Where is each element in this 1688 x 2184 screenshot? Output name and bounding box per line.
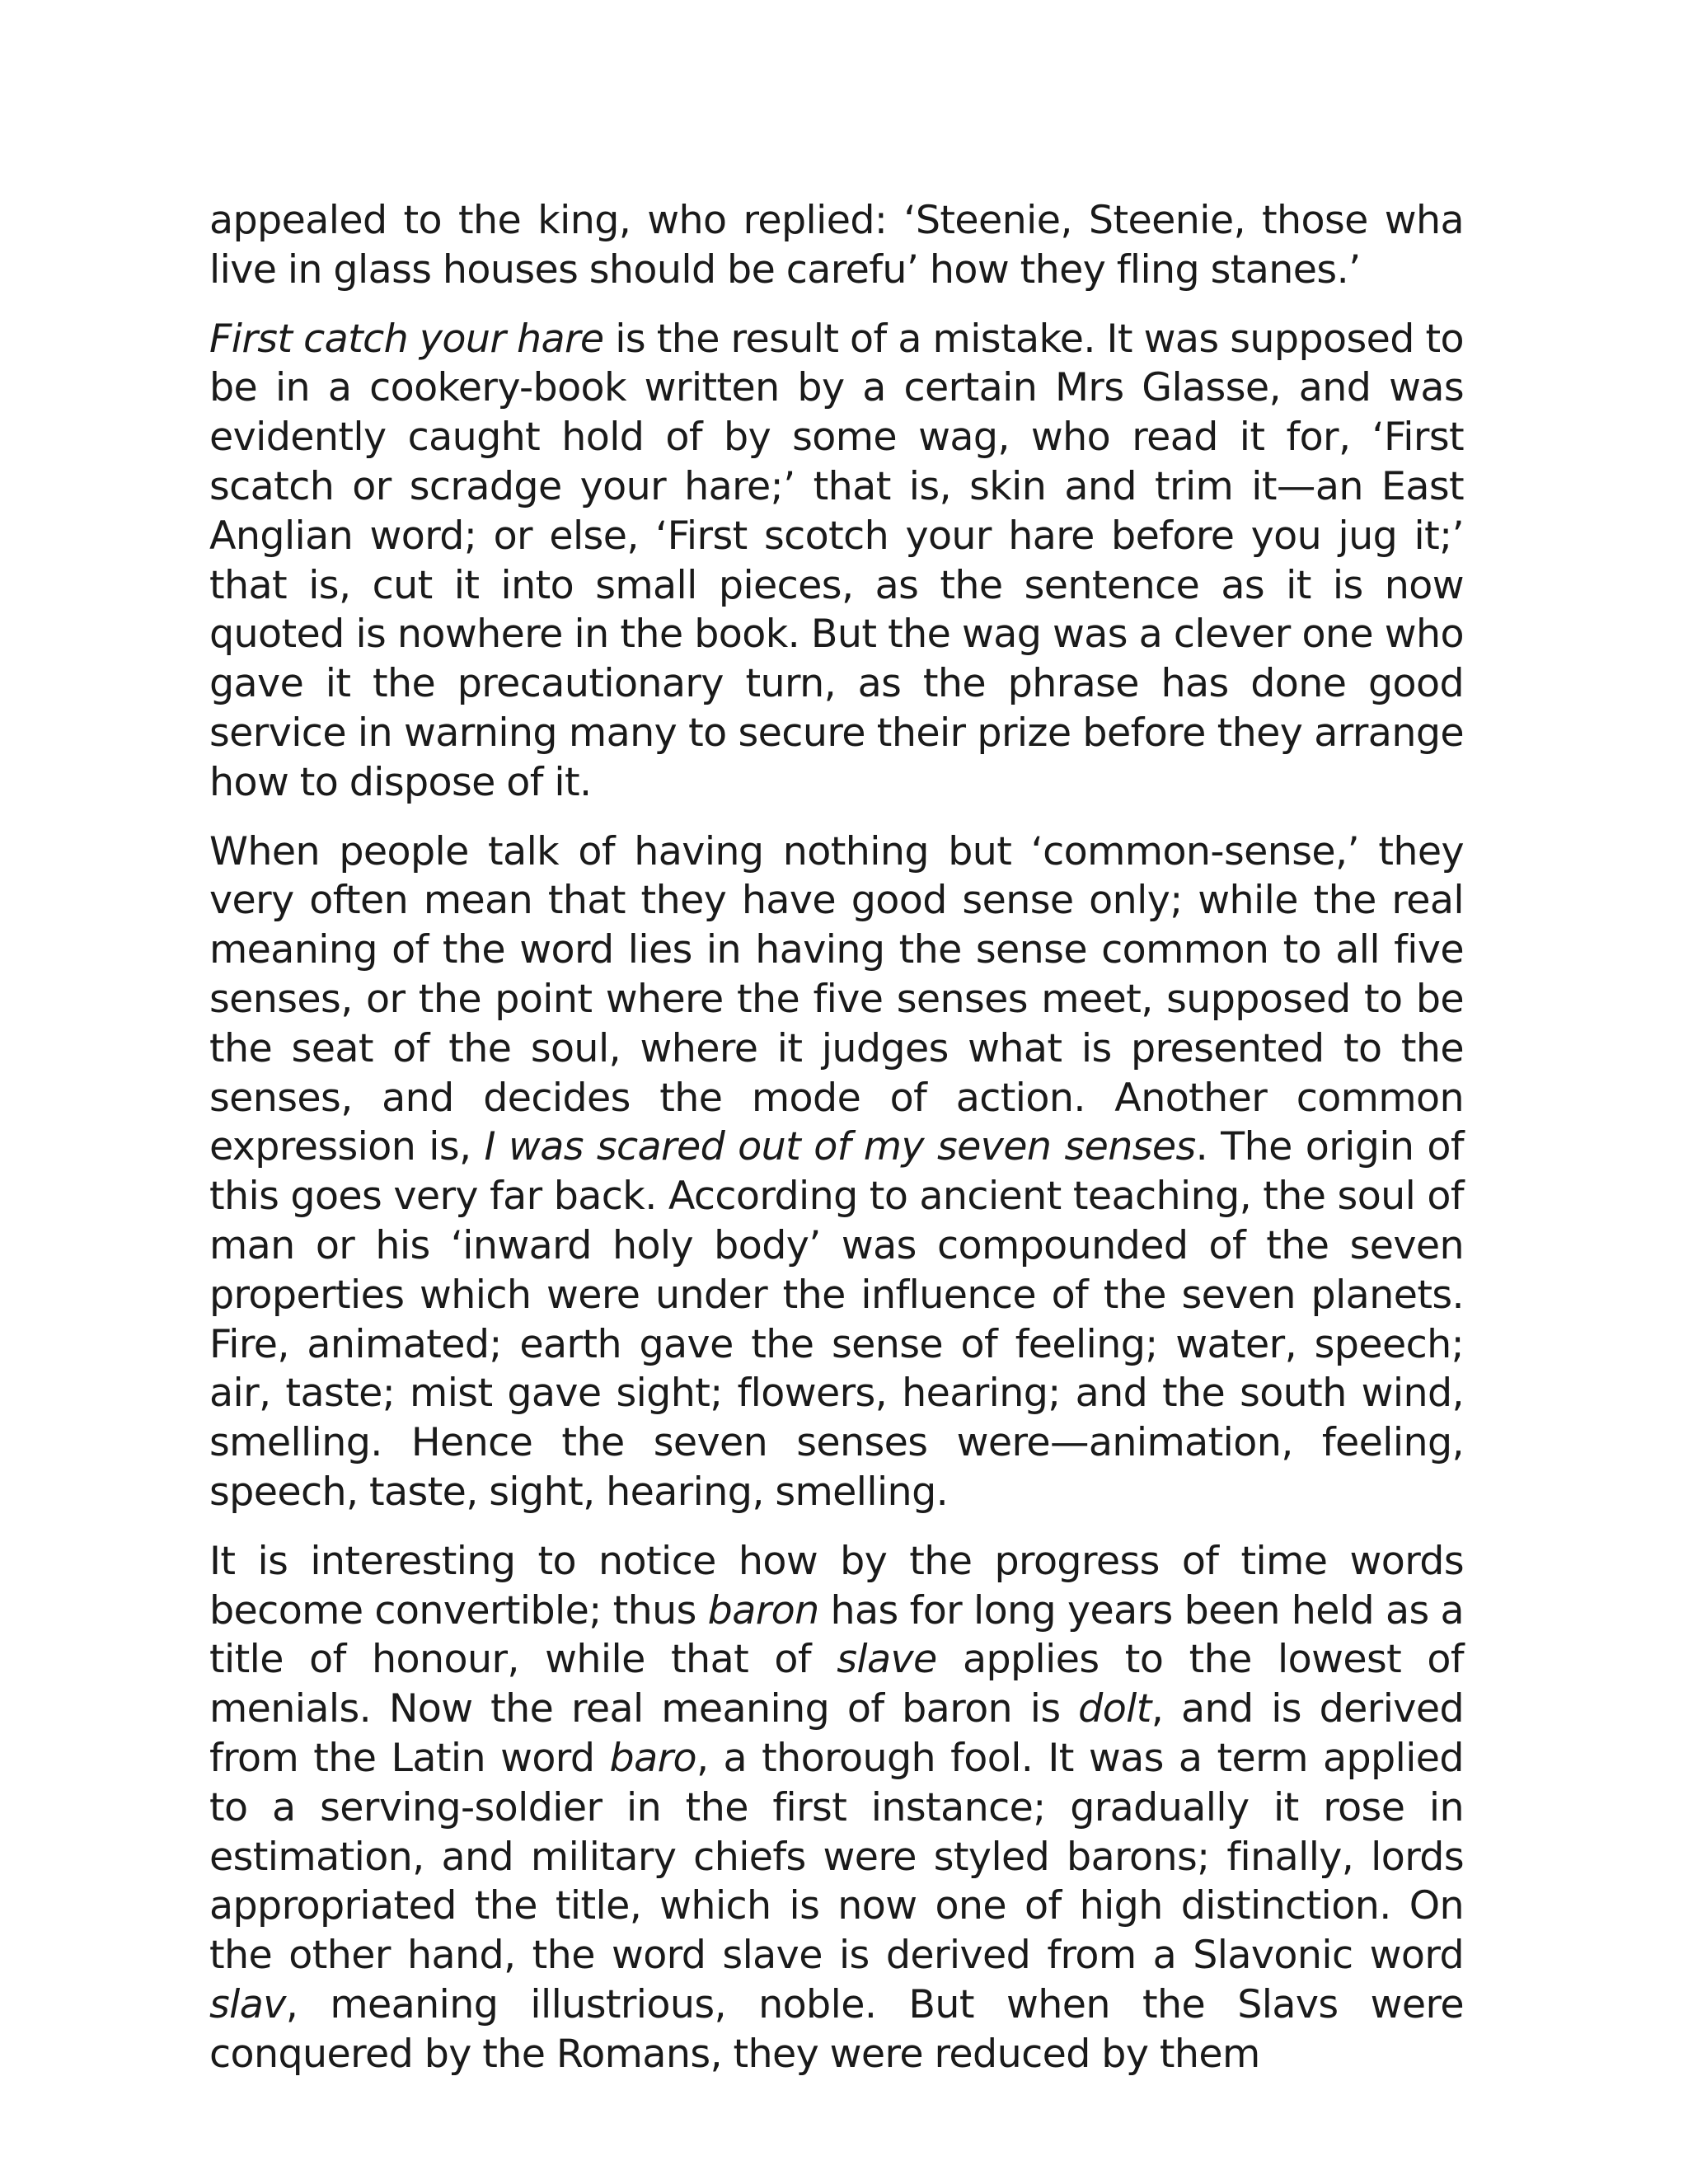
page-body — [209, 196, 1464, 2079]
paragraph-baron-slave — [209, 1537, 1464, 2079]
italic-word: baron — [707, 1587, 819, 1633]
italic-word: slav — [209, 1981, 286, 2027]
text-run: , a thorough fool. It was a term applied to a serving-soldier in the first instance; gradually it rose in estimation, and military chiefs were styled barons; finally, lords appropriated the title, which is now one of high distinction. On the other hand, the word slave is derived from a Slavonic word — [209, 1735, 1464, 1979]
italic-word: baro — [609, 1735, 696, 1781]
text-run: has for long years been held as a title of honour, while that of — [209, 1587, 1465, 1683]
paragraph-common-sense — [209, 827, 1464, 1517]
text-run: , meaning illustrious, noble. But when the Slavs were conquered by the Romans, they were reduced by them — [209, 1981, 1464, 2077]
text-run: It is interesting to notice how by the progress of time words become convertible; thus — [209, 1538, 1464, 1633]
text-run: . The origin of this goes very far back. According to ancient teaching, the soul of man or his ‘inward holy body’ was compounded of the seven properties which were under the influence of the seven planets. Fire, animated; earth gave the sense of feeling; water, speech; air, taste; mist gave sight; flowers, hearing; and the south wind, smelling. Hence the seven senses were—animation, feeling, speech, taste, sight, hearing, smelling. — [209, 1124, 1464, 1515]
paragraph-steenie — [209, 196, 1464, 295]
italic-phrase: I was scared out of my seven senses — [484, 1124, 1196, 1170]
text-run: When people talk of having nothing but ‘common-sense,’ they very often mean that they have good sense only; while the real meaning of the word lies in having the sense common to all five senses, or the point where the five senses meet, supposed to be the seat of the soul, where it judges what is presented to the senses, and decides the mode of action. Another common expression is, — [209, 828, 1464, 1170]
italic-word: dolt — [1078, 1686, 1151, 1732]
text-run: , and is derived from the Latin word — [209, 1686, 1464, 1781]
text-run: applies to the lowest of menials. Now the real meaning of baron is — [209, 1637, 1464, 1732]
italic-word: slave — [837, 1637, 937, 1683]
paragraph-first-catch-your-hare — [209, 315, 1464, 808]
text-run: is the result of a mistake. It was supposed to be in a cookery-book written by a certain Mrs Glasse, and was evidently caught hold of by some wag, who read it for, ‘First scatch or scradge your hare;’ that is, skin and trim it—an East Anglian word; or else, ‘First scotch your hare before you jug it;’ that is, cut it into small pieces, as the sentence as it is now quoted is nowhere in the book. But the wag was a clever one who gave it the precautionary turn, as the phrase has done good service in warning many to secure their prize before they arrange how to dispose of it. — [209, 316, 1464, 805]
text-run: appealed to the king, who replied: ‘Steenie, Steenie, those wha live in glass houses should be carefu’ how they fling stanes.’ — [209, 198, 1464, 293]
italic-phrase: First catch your hare — [209, 316, 604, 362]
